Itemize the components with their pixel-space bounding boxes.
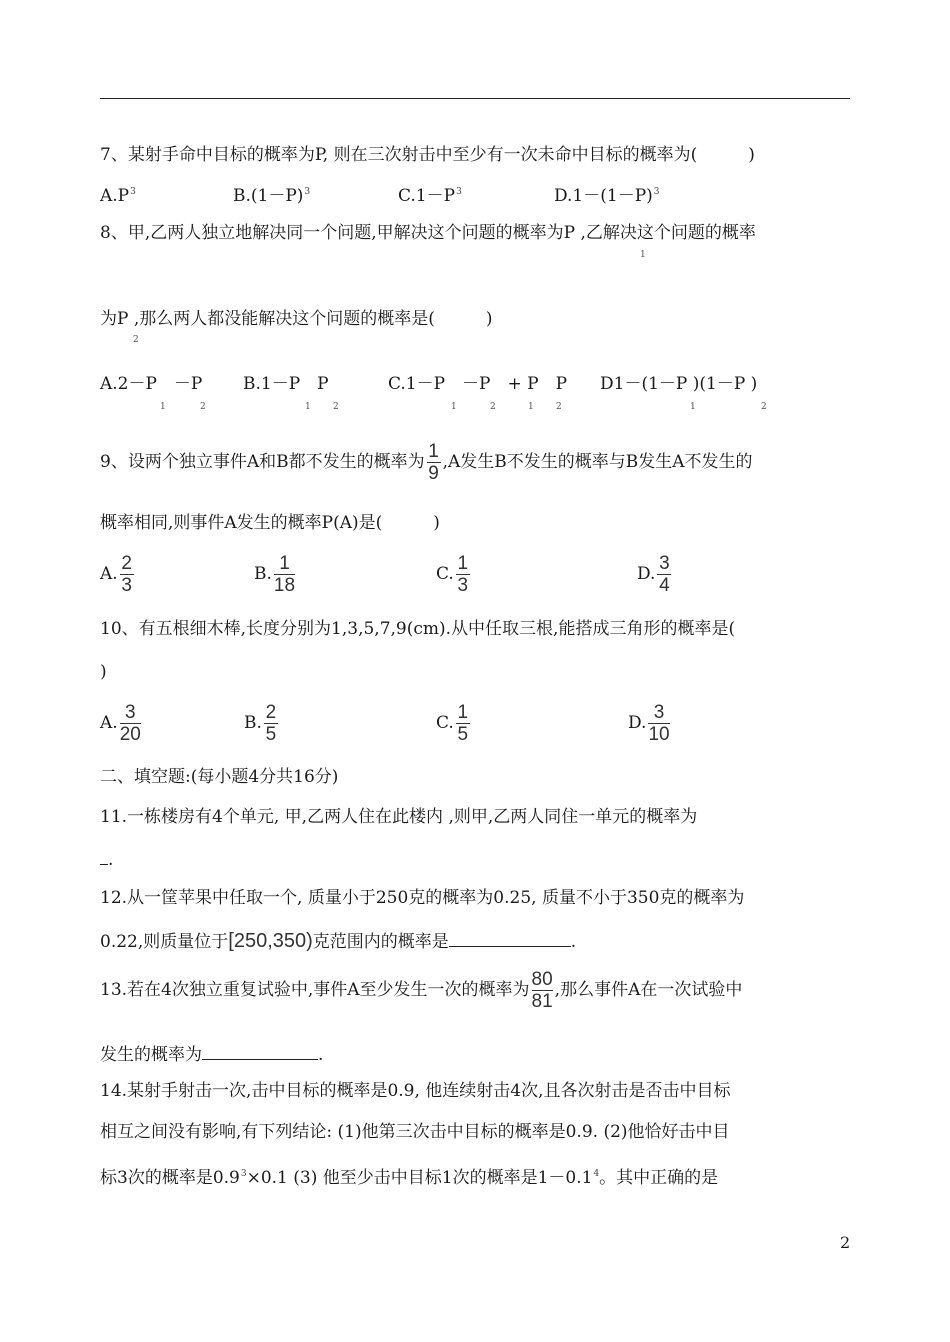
q8-option-c-sub: 2 [490,402,496,412]
q9-stem-line2: 概率相同,则事件A发生的概率P(A)是( ) [100,513,440,533]
q7-option-a: $A.P^3$ [100,186,136,206]
q8-option-c-sub: 1 [528,402,534,412]
q9-stem-fraction: $\frac{1}{9}$ [428,441,439,484]
q8-option-a: A.2－P －P [100,374,203,394]
page-number: 2 [840,1233,851,1252]
q10-stem-line1: 10、有五根细木棒,长度分别为1,3,5,7,9(cm).从中任取三根,能搭成三角形的概率是( [100,619,736,639]
q8-option-b-sub: 2 [333,402,339,412]
q12-stem-line1: 12.从一筐苹果中任取一个, 质量小于250克的概率为0.25, 质量不小于350克的概率为 [100,888,745,908]
q7-stem: 7、某射手命中目标的概率为P, 则在三次射击中至少有一次未命中目标的概率为( ) [100,145,755,165]
q9-stem-line1: 9、设两个独立事件A和B都不发生的概率为 $\frac{1}{9}$ ,A发生B不发生的概率与B发生A不发生的 [100,441,753,484]
q8-option-b: B.1－P P [243,374,329,394]
q9-option-b: B. $\frac{1}{18}$ [254,553,296,596]
q12-interval: [250,350) [228,930,313,952]
q13-stem-line2: 发生的概率为 . [100,1041,323,1066]
q9-option-d: D. $\frac{3}{4}$ [637,553,670,596]
header-rule [100,98,850,99]
q10-option-a: A. $\frac{3}{20}$ [100,702,141,745]
q11-stem-line2: . [100,846,113,871]
q9-option-c: C. $\frac{1}{3}$ [436,553,469,596]
q10-option-b: B. $\frac{2}{5}$ [244,702,277,745]
q8-option-c-sub: 1 [451,402,457,412]
q8-option-d-sub: 1 [690,402,696,412]
q8-option-c-sub: 2 [556,402,562,412]
q7-option-c: $C.1-P^3$ [398,186,462,206]
q12-answer-blank[interactable] [449,928,571,947]
q12-stem-line2: 0.22,则质量位于[250,350)克范围内的概率是 . [100,930,577,952]
q7-option-b: $B.(1-P)^3$ [233,186,311,206]
q7-option-d: $D.1-(1-P)^3$ [554,186,660,206]
q10-option-c: C. $\frac{1}{5}$ [436,702,469,745]
q8-option-a-sub: 1 [160,402,166,412]
q14-stem-line1: 14.某射手射击一次,击中目标的概率是0.9, 他连续射击4次,且各次射击是否击中目标 [100,1081,731,1101]
q8-option-b-sub: 1 [305,402,311,412]
q14-stem-line2: 相互之间没有影响,有下列结论: (1)他第三次击中目标的概率是0.9. (2)他恰好击中目 [100,1122,730,1142]
q11-stem-line1: 11.一栋楼房有4个单元, 甲,乙两人住在此楼内 ,则甲,乙两人同住一单元的概率为 [100,807,698,827]
q8-stem-sub1: 1 [640,250,646,260]
q13-stem-fraction: $\frac{80}{81}$ [531,969,553,1012]
q8-stem-line1: 8、甲,乙两人独立地解决同一个问题,甲解决这个问题的概率为P ,乙解决这个问题的概率 [100,223,756,243]
q8-stem-line2: 为P ,那么两人都没能解决这个问题的概率是( ) [100,309,493,329]
q14-stem-line3: 标3次的概率是$0.9^3\times 0.1$ (3) 他至少击中目标1次的概率是$1-0.1^4$。其中正确的是 [100,1168,719,1188]
q8-option-c: C.1－P －P + P P [388,374,568,394]
q10-stem-line2: ) [100,662,107,682]
q8-option-d: D1－(1－P )(1－P ) [600,374,758,394]
q13-answer-blank[interactable] [202,1041,318,1060]
q8-stem-sub2: 2 [133,335,139,345]
q13-stem-line1: 13.若在4次独立重复试验中,事件A至少发生一次的概率为 $\frac{80}{81}$ ,那么事件A在一次试验中 [100,969,743,1012]
q8-option-a-sub: 2 [200,402,206,412]
q10-option-d: D. $\frac{3}{10}$ [628,702,670,745]
q9-option-a: A. $\frac{2}{3}$ [100,553,132,596]
section-heading-fill-in: 二、填空题:(每小题4分共16分) [100,767,339,787]
q8-option-d-sub: 2 [761,402,767,412]
